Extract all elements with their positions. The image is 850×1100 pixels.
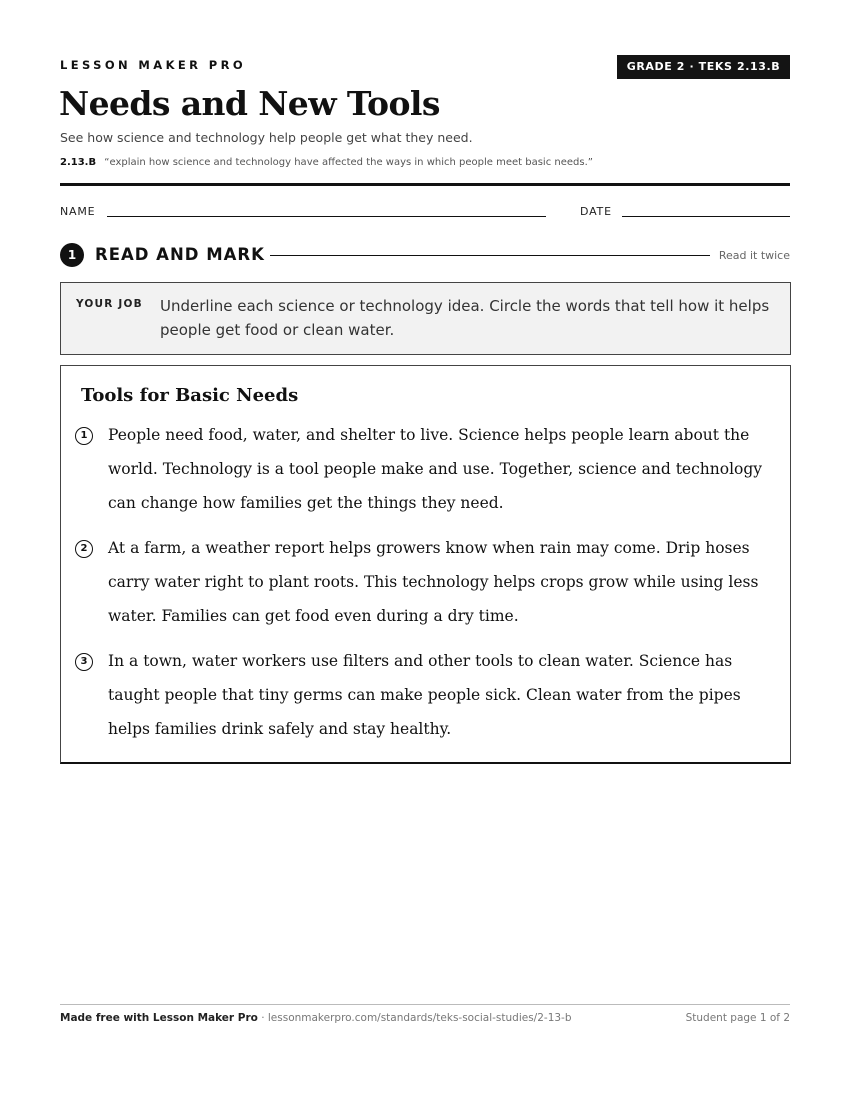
instructions-box bbox=[60, 282, 791, 355]
footer-made-with: Made free with Lesson Maker Pro bbox=[60, 1012, 258, 1024]
page-indicator: Student page 1 of 2 bbox=[685, 1012, 790, 1024]
section-note: Read it twice bbox=[718, 249, 790, 262]
section-divider bbox=[270, 255, 710, 256]
paragraph-number: 3 bbox=[75, 653, 93, 671]
footer-divider bbox=[60, 1004, 790, 1005]
passage-title: Tools for Basic Needs bbox=[81, 385, 299, 406]
instructions-label: YOUR JOB bbox=[76, 298, 143, 310]
page-subtitle: See how science and technology help people get what they need. bbox=[60, 130, 473, 145]
standard-quote: “explain how science and technology have affected the ways in which people meet basic needs.” bbox=[104, 157, 593, 168]
section-title: READ AND MARK bbox=[95, 245, 265, 264]
brand-name: LESSON MAKER PRO bbox=[60, 58, 247, 72]
paragraph-text: People need food, water, and shelter to live. Science helps people learn about the world. Technology is a tool people make and use. Together, science and technology can change how families get the things they need. bbox=[108, 426, 763, 512]
standard-code: 2.13.B bbox=[60, 157, 97, 168]
standard-line bbox=[60, 157, 593, 168]
paragraph-text: At a farm, a weather report helps growers know when rain may come. Drip hoses carry water right to plant roots. This technology helps crops grow while using less water. Families can get food even during a dry time. bbox=[108, 539, 759, 625]
paragraph-text: In a town, water workers use filters and other tools to clean water. Science has taught people that tiny germs can make people sick. Clean water from the pipes helps families drink safely and stay healthy. bbox=[108, 652, 741, 738]
footer-credit bbox=[60, 1012, 572, 1024]
name-label: NAME bbox=[60, 205, 96, 218]
date-field-line[interactable] bbox=[622, 216, 790, 217]
grade-standard-badge: GRADE 2 · TEKS 2.13.B bbox=[617, 55, 790, 79]
footer-url[interactable]: lessonmakerpro.com/standards/teks-social-studies/2-13-b bbox=[267, 1012, 572, 1024]
section-number-badge: 1 bbox=[60, 243, 84, 267]
reading-passage bbox=[60, 365, 791, 764]
header-divider bbox=[60, 183, 790, 186]
date-label: DATE bbox=[580, 205, 612, 218]
instructions-text: Underline each science or technology idea. Circle the words that tell how it helps people get food or clean water. bbox=[160, 297, 770, 339]
page-title: Needs and New Tools bbox=[59, 84, 440, 123]
name-field-line[interactable] bbox=[107, 216, 546, 217]
paragraph-number: 2 bbox=[75, 540, 93, 558]
paragraph-number: 1 bbox=[75, 427, 93, 445]
footer-separator: · bbox=[257, 1012, 268, 1024]
